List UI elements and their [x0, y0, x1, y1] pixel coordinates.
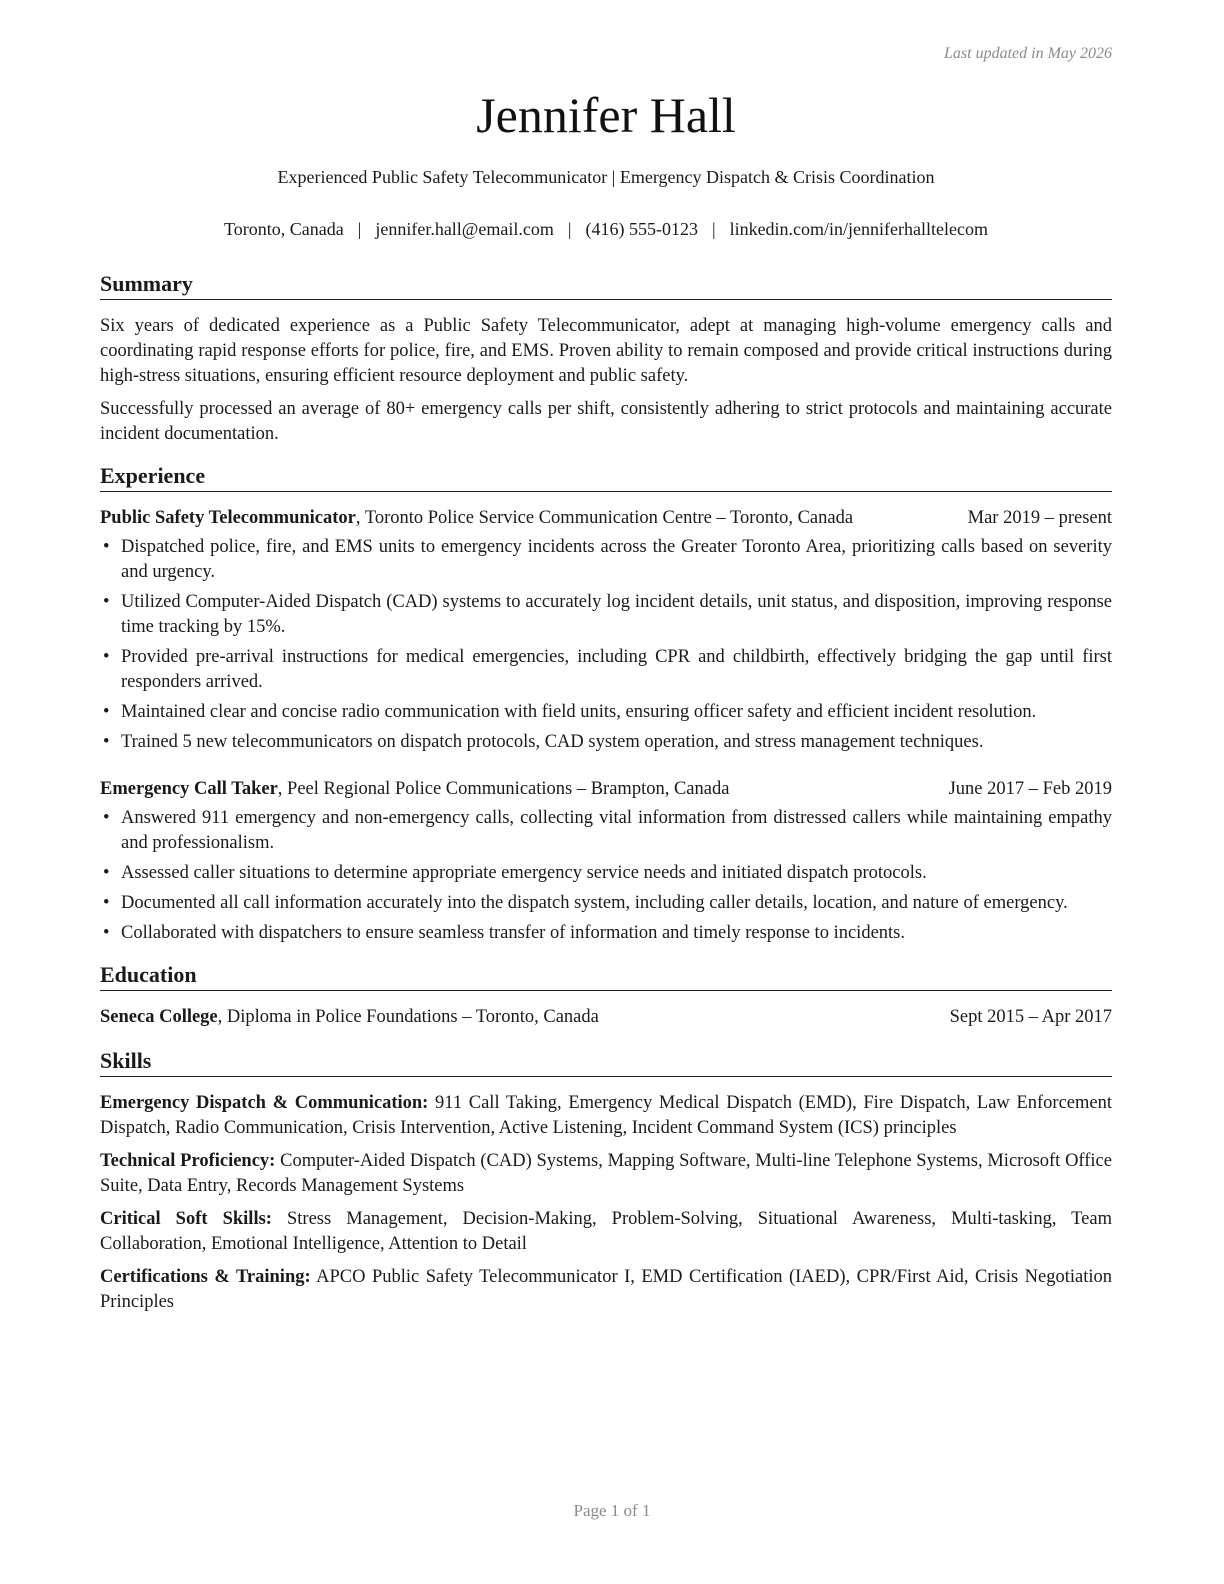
summary-section — [100, 270, 1112, 447]
job-bullet: • Dispatched police, fire, and EMS units to emergency incidents across the Greater Toronto Area, prioritizing calls based on severity and urgency. — [100, 535, 1112, 585]
experience-section — [100, 462, 1112, 946]
skill-group — [100, 1207, 1112, 1257]
job-entry — [100, 777, 1112, 946]
job-organization: , Peel Regional Police Communications – Brampton, Canada — [277, 779, 730, 799]
skills-section — [100, 1047, 1112, 1315]
candidate-name: Jennifer Hall — [476, 87, 736, 143]
job-dates: Mar 2019 – present — [967, 508, 1112, 528]
job-bullet: • Provided pre-arrival instructions for medical emergencies, including CPR and childbirth, effectively bridging the gap until first responders arrived. — [100, 645, 1112, 695]
job-title-line — [100, 506, 968, 531]
job-bullets — [100, 806, 1112, 946]
job-bullet: • Trained 5 new telecommunicators on dispatch protocols, CAD system operation, and stress management techniques. — [100, 730, 1112, 755]
summary-paragraph: Successfully processed an average of 80+ emergency calls per shift, consistently adhering to strict protocols and maintaining accurate incident documentation. — [100, 399, 1112, 444]
job-bullet: • Assessed caller situations to determine appropriate emergency service needs and initiated dispatch protocols. — [100, 861, 1112, 886]
skill-group-text: Stress Management, Decision-Making, Problem-Solving, Situational Awareness, Multi-tasking, Team Collaboration, Emotional Intelligence, Attention to Detail — [100, 1209, 1112, 1254]
job-role: Public Safety Telecommunicator — [100, 508, 356, 528]
education-dates: Sept 2015 – Apr 2017 — [949, 1007, 1112, 1027]
summary-paragraph: Six years of dedicated experience as a Public Safety Telecommunicator, adept at managing high-volume emergency calls and coordinating rapid response efforts for police, fire, and EMS. Proven ability to remain composed and provide critical instructions during high-stress situations, ensuring efficient resource deployment and public safety. — [100, 316, 1112, 386]
section-title-education: Education — [100, 961, 1112, 991]
education-line — [100, 1005, 950, 1030]
job-bullet: • Utilized Computer-Aided Dispatch (CAD) systems to accurately log incident details, unit status, and disposition, improving response time tracking by 15%. — [100, 590, 1112, 640]
headline: Experienced Public Safety Telecommunicator | Emergency Dispatch & Crisis Coordination — [277, 167, 935, 187]
contact-separator: | — [711, 219, 716, 239]
contact-linkedin[interactable]: linkedin.com/in/jenniferhalltelecom — [729, 219, 988, 239]
skill-group-label: Critical Soft Skills: — [100, 1209, 272, 1229]
skill-group — [100, 1091, 1112, 1141]
skill-group-text: Computer-Aided Dispatch (CAD) Systems, Mapping Software, Multi-line Telephone Systems, Microsoft Office Suite, Data Entry, Records Management Systems — [100, 1151, 1112, 1196]
resume-body — [100, 270, 1112, 1323]
section-title-summary: Summary — [100, 270, 1112, 300]
contact-line — [100, 219, 1112, 240]
job-dates: June 2017 – Feb 2019 — [948, 779, 1112, 799]
skill-group — [100, 1149, 1112, 1199]
job-organization: , Toronto Police Service Communication Centre – Toronto, Canada — [355, 508, 854, 528]
skill-group-label: Technical Proficiency: — [100, 1151, 276, 1171]
job-entry — [100, 506, 1112, 755]
section-title-skills: Skills — [100, 1047, 1112, 1077]
contact-phone[interactable]: (416) 555-0123 — [585, 219, 698, 239]
education-school: Seneca College — [100, 1007, 218, 1027]
job-bullet: • Maintained clear and concise radio communication with field units, ensuring officer safety and efficient incident resolution. — [100, 700, 1112, 725]
skill-group — [100, 1265, 1112, 1315]
job-bullets — [100, 535, 1112, 755]
education-detail: , Diploma in Police Foundations – Toronto, Canada — [217, 1007, 599, 1027]
contact-location: Toronto, Canada — [224, 219, 344, 239]
job-header — [100, 506, 1112, 531]
contact-separator: | — [567, 219, 572, 239]
skill-group-text: 911 Call Taking, Emergency Medical Dispatch (EMD), Fire Dispatch, Law Enforcement Dispatch, Radio Communication, Crisis Intervention, Active Listening, Incident Command System (ICS) principles — [100, 1093, 1112, 1138]
skill-group-text: APCO Public Safety Telecommunicator I, EMD Certification (IAED), CPR/First Aid, Crisis Negotiation Principles — [100, 1267, 1113, 1312]
job-bullet: • Documented all call information accurately into the dispatch system, including caller details, location, and nature of emergency. — [100, 891, 1112, 916]
contact-separator: | — [357, 219, 362, 239]
last-updated-note: Last updated in May 2026 — [944, 45, 1112, 62]
job-title-line — [100, 777, 949, 802]
job-bullet: • Answered 911 emergency and non-emergency calls, collecting vital information from distressed callers while maintaining empathy and professionalism. — [100, 806, 1112, 856]
job-role: Emergency Call Taker — [100, 779, 278, 799]
education-section — [100, 961, 1112, 1030]
page-footer: Page 1 of 1 — [573, 1501, 651, 1520]
job-bullet: • Collaborated with dispatchers to ensure seamless transfer of information and timely response to incidents. — [100, 921, 1112, 946]
contact-email[interactable]: jennifer.hall@email.com — [375, 219, 554, 239]
job-header — [100, 777, 1112, 802]
section-title-experience: Experience — [100, 462, 1112, 492]
skill-group-label: Certifications & Training: — [100, 1267, 311, 1287]
skill-group-label: Emergency Dispatch & Communication: — [100, 1093, 429, 1113]
education-entry — [100, 1005, 1112, 1030]
